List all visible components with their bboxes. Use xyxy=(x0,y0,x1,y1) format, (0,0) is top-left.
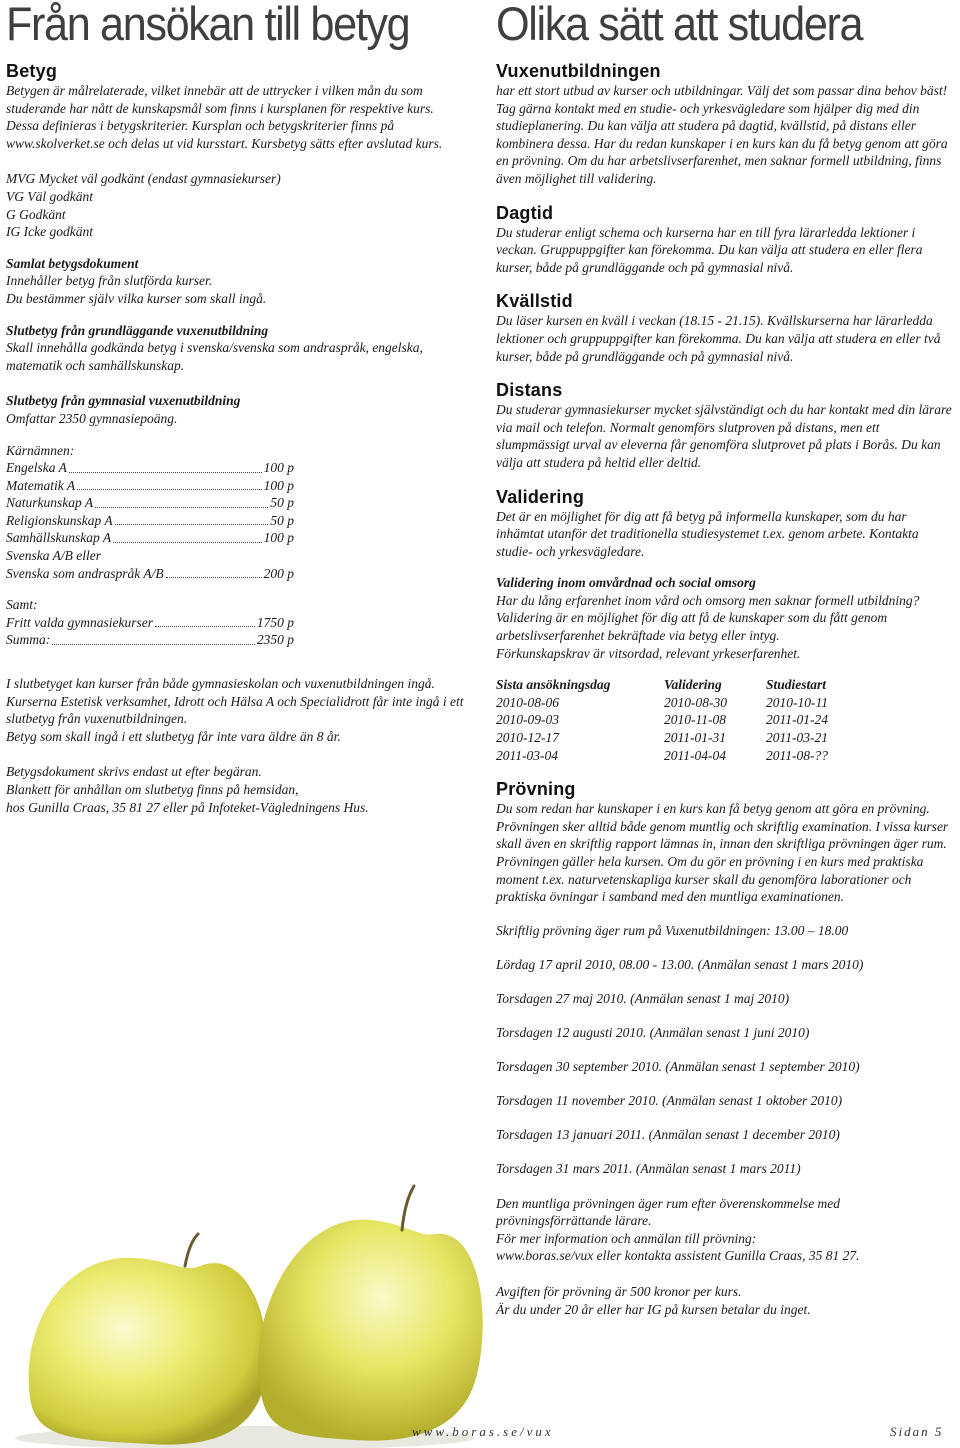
course-row xyxy=(6,529,294,547)
omvard-text: Har du lång erfarenhet inom vård och omsorg men saknar formell utbildning? Validering är en möjlighet för dig att få de kunskaper som du fått genom arbetslivserfarenhet bekräftade via betyg eller intyg. xyxy=(496,592,920,644)
grade-item: MVG Mycket väl godkänt (endast gymnasiekurser) xyxy=(6,171,281,187)
exam-date-line: Torsdagen 13 januari 2011. (Anmälan senast 1 december 2010) xyxy=(496,1127,840,1143)
provning-text: Du som redan har kunskaper i en kurs kan få betyg genom att göra en prövning. Prövningen sker alltid både genom muntlig och skriftlig examination. I vissa kurser skall även en skriftlig rapport lämnas in, innan den skriftliga prövningen äger rum. Prövningen gäller hela kursen. Om du gör en prövning i en kurs med praktiska moment t.ex. naturvetenskapliga kurser skall du genomföra laborationer och praktiska övningar i samband med den muntliga examinationen. xyxy=(496,801,949,905)
table-cell: 2010-11-08 xyxy=(664,712,726,728)
course-name: Religionskunskap A xyxy=(6,512,113,528)
course-points: 100 p xyxy=(263,460,294,476)
table-header-row xyxy=(496,676,876,694)
right-column xyxy=(496,0,958,1318)
course-row xyxy=(6,459,294,477)
table-cell: 2011-03-21 xyxy=(766,730,828,746)
kvallstid-text: Du läser kursen en kväll i veckan (18.15 - 21.15). Kvällskurserna har lärarledda lektioner och gruppuppgifter kan förekomma. Du kan välja att studera en eller två kurser, både på grundläggande och på gymnasial nivå. xyxy=(496,313,941,364)
muntlig-line: Den muntliga prövningen äger rum efter överenskommelse med xyxy=(496,1195,841,1211)
page-title-left: Från ansökan till betyg xyxy=(6,0,410,50)
section-title-provning: Prövning xyxy=(496,779,576,800)
table-cell: 2011-01-24 xyxy=(766,712,828,728)
course-points: 50 p xyxy=(270,495,294,511)
course-points: 100 p xyxy=(263,530,294,546)
grund-text: Skall innehålla godkända betyg i svenska/svenska som andraspråk, engelska, matematik och samhällskunskap. xyxy=(6,340,423,373)
footer-url: www.boras.se/vux xyxy=(412,1424,554,1439)
exam-date-line: Lördag 17 april 2010, 08.00 - 13.00. (Anmälan senast 1 mars 2010) xyxy=(496,956,864,972)
col-header: Sista ansökningsdag xyxy=(496,677,611,693)
section-title-vux: Vuxenutbildningen xyxy=(496,61,661,81)
dok-line: Blankett för anhållan om slutbetyg finns på hemsidan, xyxy=(6,782,299,797)
samlat-line: Du bestämmer själv vilka kurser som skall ingå. xyxy=(6,290,267,306)
exam-date-line: Torsdagen 27 maj 2010. (Anmälan senast 1 maj 2010) xyxy=(496,990,790,1006)
gymn-text: Omfattar 2350 gymnasiepoäng. xyxy=(6,410,178,426)
sum-points: 2350 p xyxy=(256,632,294,648)
col-header: Validering xyxy=(664,677,722,693)
table-cell: 2011-08-?? xyxy=(766,747,828,763)
apple-right xyxy=(258,1186,482,1441)
exam-date-line: Torsdagen 30 september 2010. (Anmälan senast 1 september 2010) xyxy=(496,1059,860,1075)
table-cell: 2010-09-03 xyxy=(496,712,559,728)
table-cell: 2011-01-31 xyxy=(664,730,726,746)
course-row xyxy=(6,494,294,512)
sum-label: Summa: xyxy=(6,632,51,648)
course-name: Naturkunskap A xyxy=(6,495,94,511)
course-points: 200 p xyxy=(263,565,294,581)
exam-dates-list xyxy=(496,922,958,1178)
dagtid-text: Du studerar enligt schema och kurserna har en till fyra lärarledda lektioner i veckan. Gruppuppgifter kan förekomma. Du kan välja att studera en eller flera kurser, både på grundläggande och på gymnasial nivå. xyxy=(496,224,923,275)
dok-line: hos Gunilla Craas, 35 81 27 eller på Infoteket-Vägledningens Hus. xyxy=(6,799,369,815)
distans-text: Du studerar gymnasiekurser mycket självständigt och du har kontakt med din lärare via mail och telefon. Normalt genomförs slutproven på distans, men ett slumpmässigt urval av eleverna får genomföra slutprovet på plats i Borås. Du kan välja att studera på heltid eller deltid. xyxy=(496,402,952,470)
svenska-eller: Svenska A/B eller xyxy=(6,548,101,564)
omvard-title: Validering inom omvårdnad och social omsorg xyxy=(496,575,756,591)
exam-date-line: Skriftlig prövning äger rum på Vuxenutbildningen: 13.00 – 18.00 xyxy=(496,922,849,938)
course-name: Engelska A xyxy=(6,460,67,476)
section-title-distans: Distans xyxy=(496,380,563,401)
grades-list xyxy=(6,170,476,240)
left-column xyxy=(6,0,476,816)
page-title-right: Olika sätt att studera xyxy=(496,0,863,50)
course-name: Samhällskunskap A xyxy=(6,530,112,546)
section-title-validering: Validering xyxy=(496,486,585,507)
avgift-line: Är du under 20 år eller har IG på kursen betalar du inget. xyxy=(496,1301,811,1317)
table-cell: 2011-03-04 xyxy=(496,747,558,763)
gymn-title: Slutbetyg från gymnasial vuxenutbildning xyxy=(6,393,241,409)
aldre-text: Betyg som skall ingå i ett slutbetyg får inte vara äldre än 8 år. xyxy=(6,728,341,744)
omvard-krav: Förkunskapskrav är vitsordad, relevant yrkeserfarenhet. xyxy=(496,645,801,661)
apples-illustration xyxy=(10,1148,486,1448)
table-row xyxy=(496,729,876,747)
course-name: Fritt valda gymnasiekurser xyxy=(6,614,153,630)
samlat-line: Innehåller betyg från slutförda kurser. xyxy=(6,273,213,289)
col-header: Studiestart xyxy=(766,677,827,693)
samlat-title: Samlat betygsdokument xyxy=(6,255,139,271)
samt-label: Samt: xyxy=(6,597,38,613)
course-points: 50 p xyxy=(270,512,294,528)
table-cell: 2010-08-06 xyxy=(496,694,559,710)
exam-date-line: Torsdagen 11 november 2010. (Anmälan senast 1 oktober 2010) xyxy=(496,1093,843,1109)
section-title-kvallstid: Kvällstid xyxy=(496,291,573,312)
grund-title: Slutbetyg från grundläggande vuxenutbildning xyxy=(6,322,269,338)
muntlig-line: prövningsförrättande lärare. xyxy=(496,1213,652,1229)
karn-label: Kärnämnen: xyxy=(6,442,75,458)
table-cell: 2010-10-11 xyxy=(766,694,828,710)
table-row xyxy=(496,694,876,712)
application-dates-table xyxy=(496,676,876,764)
table-cell: 2011-04-04 xyxy=(664,747,726,763)
betyg-text: Betygen är målrelaterade, vilket innebär att de uttrycker i vilken mån du som studerande har nått de kunskapsmål som finns i kursplanen för respektive kurs. Dessa definieras i betygskriterier. Kursplan och betygskriterier finns på www.skolverket.se och delas ut vid kursstart. Kursbetyg sätts efter avslutad kurs. xyxy=(6,83,443,151)
course-row xyxy=(6,477,294,495)
page-number: Sidan 5 xyxy=(890,1424,944,1439)
muntlig-line: www.boras.se/vux eller kontakta assistent Gunilla Craas, 35 81 27. xyxy=(496,1248,860,1264)
course-points: 100 p xyxy=(263,477,294,493)
course-name: Matematik A xyxy=(6,477,76,493)
section-title-dagtid: Dagtid xyxy=(496,202,554,223)
sum-row xyxy=(6,631,294,649)
apple-left xyxy=(29,1234,267,1445)
table-cell: 2010-12-17 xyxy=(496,730,559,746)
dok-line: Betygsdokument skrivs endast ut efter begäran. xyxy=(6,764,262,780)
vux-text: har ett stort utbud av kurser och utbildningar. Välj det som passar dina behov bäst! Tag gärna kontakt med en studie- och yrkesvägledare som hjälper dig med din studieplanering. Du kan välja att studera på dagtid, kvällstid, på distans eller kombinera dessa. Har du redan kunskaper i en kurs kan du få betyg genom att göra en prövning. Om du har arbetslivserfarenhet, men saknar formell utbildning, finns även möjlighet till validering. xyxy=(496,83,948,186)
course-points: 1750 p xyxy=(256,614,294,630)
table-row xyxy=(496,747,876,765)
course-row xyxy=(6,565,294,583)
table-cell: 2010-08-30 xyxy=(664,694,727,710)
exam-date-line: Torsdagen 31 mars 2011. (Anmälan senast 1 mars 2011) xyxy=(496,1161,801,1177)
exam-date-line: Torsdagen 12 augusti 2010. (Anmälan senast 1 juni 2010) xyxy=(496,1025,810,1041)
slutbetyg-text: I slutbetyget kan kurser från både gymnasieskolan och vuxenutbildningen ingå. Kurserna Estetisk verksamhet, Idrott och Hälsa A och Specialidrott får inte ingå i ett slutbetyg från vuxenutbildningen. xyxy=(6,676,464,727)
avgift-line: Avgiften för prövning är 500 kronor per kurs. xyxy=(496,1283,742,1299)
section-title-betyg: Betyg xyxy=(6,61,58,81)
course-name: Svenska som andraspråk A/B xyxy=(6,565,164,581)
grade-item: VG Väl godkänt xyxy=(6,188,93,204)
grade-item: G Godkänt xyxy=(6,206,66,222)
muntlig-line: För mer information och anmälan till prövning: xyxy=(496,1230,757,1246)
validering-text: Det är en möjlighet för dig att få betyg på informella kunskaper, som du har inhämtat utanför det traditionella studiesystemet t.ex. genom arbete. Kontakta studie- och yrkesvägledare. xyxy=(496,508,919,559)
course-row xyxy=(6,512,294,530)
table-row xyxy=(496,711,876,729)
course-row xyxy=(6,614,294,632)
grade-item: IG Icke godkänt xyxy=(6,224,93,240)
